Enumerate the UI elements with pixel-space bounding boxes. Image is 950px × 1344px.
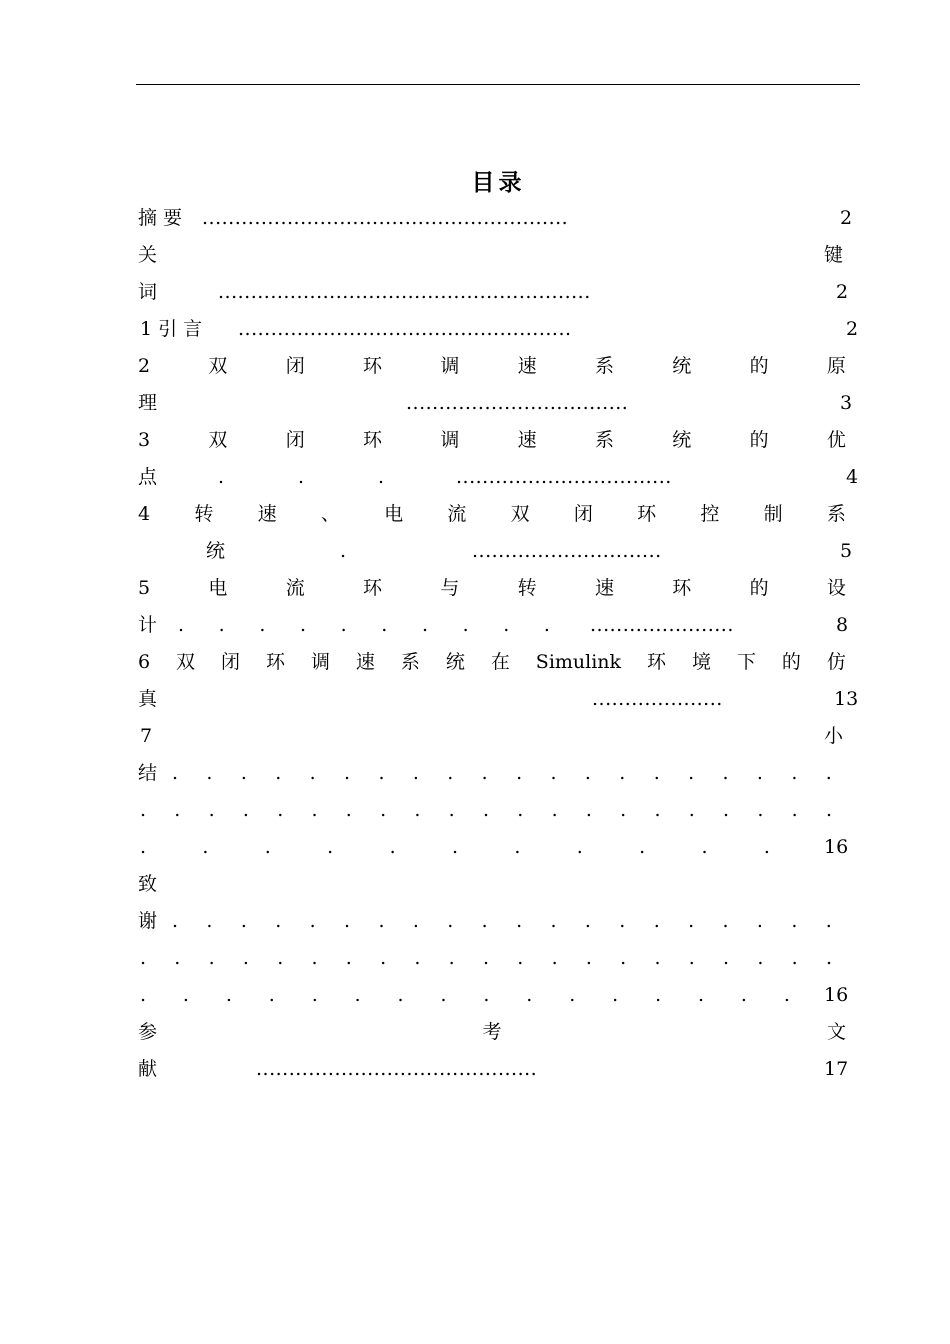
toc-entry-title-spread <box>138 644 846 681</box>
toc-page-number: 16 <box>824 984 849 1006</box>
toc-char: 双 <box>176 651 196 673</box>
toc-leader-dots: ............................. <box>472 540 662 562</box>
toc-char: 闭 <box>221 651 241 673</box>
toc-spaced-dot: . <box>298 466 305 488</box>
toc-entry-references[interactable] <box>138 1014 858 1051</box>
toc-entry-section-3[interactable] <box>138 422 858 459</box>
toc-entry-acknowledgements-dots <box>138 940 858 977</box>
toc-entry-title-spread <box>138 348 846 385</box>
toc-char: 的 <box>781 651 801 673</box>
toc-char: 速 <box>517 355 537 377</box>
toc-entry-title-part: 统 <box>206 540 226 562</box>
toc-char: Simulink <box>535 651 622 673</box>
toc-spaced-dots: . . . . . . . . . . . . . . . . . . . . . <box>140 947 832 969</box>
toc-entry-title-part: 小 <box>824 725 844 747</box>
toc-char: 5 <box>138 577 151 599</box>
toc-page-number: 4 <box>846 466 859 488</box>
toc-spaced-dot: . <box>218 466 225 488</box>
toc-char: 闭 <box>285 429 305 451</box>
toc-page-number: 13 <box>834 688 859 710</box>
toc-char: 统 <box>672 429 692 451</box>
toc-page-number: 17 <box>824 1058 849 1080</box>
toc-char: 速 <box>257 503 277 525</box>
toc-char: 仿 <box>826 651 846 673</box>
toc-entry-section-2[interactable] <box>138 348 858 385</box>
toc-entry-title-part: 关 <box>138 244 158 266</box>
header-rule <box>136 84 860 85</box>
toc-entry-section-7-page[interactable] <box>138 829 858 866</box>
page-title: 目录 <box>471 170 526 196</box>
toc-page-number: 16 <box>824 836 849 858</box>
toc-entry-acknowledgements-cont[interactable] <box>138 903 858 940</box>
toc-char: 闭 <box>285 355 305 377</box>
toc-char: 系 <box>826 503 846 525</box>
toc-page-number: 2 <box>840 207 853 229</box>
toc-char: 设 <box>826 577 846 599</box>
toc-char: 转 <box>194 503 214 525</box>
toc-char: 速 <box>355 651 375 673</box>
toc-entry-title-part: 真 <box>138 688 158 710</box>
toc-char: 控 <box>700 503 720 525</box>
toc-entry-title-part: 致 <box>138 873 158 895</box>
toc-leader-dots: ........................................................ <box>202 207 569 229</box>
toc-entry-section-7-cont[interactable] <box>138 755 858 792</box>
toc-entry-title-spread <box>138 496 846 533</box>
toc-entry-title-part: 点 <box>138 466 158 488</box>
toc-leader-dots: ...................... <box>590 614 734 636</box>
toc-entry-introduction[interactable] <box>138 311 858 348</box>
toc-leader-dots: ........................................... <box>256 1058 538 1080</box>
toc-char: 闭 <box>573 503 593 525</box>
toc-entry-acknowledgements[interactable] <box>138 866 858 903</box>
toc-entry-section-2-cont[interactable] <box>138 385 858 422</box>
toc-char: 3 <box>138 429 151 451</box>
toc-page-number: 2 <box>836 281 849 303</box>
toc-char: 在 <box>490 651 510 673</box>
toc-char: 考 <box>482 1021 502 1043</box>
toc-char: 优 <box>826 429 846 451</box>
toc-char: 转 <box>517 577 537 599</box>
table-of-contents <box>138 200 858 1088</box>
toc-char: 2 <box>138 355 151 377</box>
toc-char: 速 <box>594 577 614 599</box>
toc-spaced-dot: . <box>340 540 347 562</box>
toc-entry-title-part: 7 <box>140 725 153 747</box>
toc-char: 环 <box>647 651 667 673</box>
toc-entry-title-part: 结 <box>138 762 158 784</box>
toc-page-number: 5 <box>840 540 853 562</box>
toc-char: 流 <box>447 503 467 525</box>
toc-spaced-dots: . . . . . . . . . . . . . . . . . . . . . <box>140 799 832 821</box>
toc-page-number: 8 <box>836 614 849 636</box>
toc-page-number: 3 <box>840 392 853 414</box>
toc-page-number: 2 <box>846 318 859 340</box>
toc-entry-section-3-cont[interactable] <box>138 459 858 496</box>
toc-entry-title-part: 献 <box>138 1058 158 1080</box>
toc-char: 原 <box>826 355 846 377</box>
toc-entry-section-4[interactable] <box>138 496 858 533</box>
toc-char: 调 <box>310 651 330 673</box>
toc-char: 环 <box>363 429 383 451</box>
toc-char: 环 <box>637 503 657 525</box>
toc-entry-section-6-cont[interactable] <box>138 681 858 718</box>
toc-char: 制 <box>763 503 783 525</box>
toc-leader-dots: .................................. <box>406 392 629 414</box>
toc-spaced-dot: . <box>378 466 385 488</box>
toc-entry-section-7[interactable] <box>138 718 858 755</box>
toc-leader-dots: ................................................... <box>238 318 572 340</box>
toc-entry-title-spread <box>138 570 846 607</box>
toc-entry-section-5-cont[interactable] <box>138 607 858 644</box>
toc-entry-title-part: 键 <box>824 244 844 266</box>
toc-char: 双 <box>208 429 228 451</box>
toc-char: 系 <box>400 651 420 673</box>
toc-char: 境 <box>691 651 711 673</box>
toc-leader-dots: ......................................................... <box>218 281 591 303</box>
toc-leader-dots: .................... <box>592 688 723 710</box>
toc-char: 调 <box>440 429 460 451</box>
toc-char: 环 <box>363 577 383 599</box>
toc-spaced-dots: . . . . . . . . . . . . . . . . <box>140 984 790 1006</box>
toc-entry-title-part: 理 <box>138 392 158 414</box>
toc-spaced-dots: . . . . . . . . . . . . . . . . . . . . <box>172 762 832 784</box>
toc-entry-section-4-cont[interactable] <box>138 533 858 570</box>
toc-entry-section-5[interactable] <box>138 570 858 607</box>
toc-char: 统 <box>672 355 692 377</box>
toc-char: 、 <box>320 503 340 525</box>
toc-char: 文 <box>826 1021 846 1043</box>
toc-entry-title: 1 引 言 <box>140 318 203 340</box>
toc-entry-title-spread <box>138 422 846 459</box>
toc-leader-dots: ................................. <box>456 466 672 488</box>
toc-char: 的 <box>749 355 769 377</box>
toc-char: 环 <box>672 577 692 599</box>
toc-spaced-dots: . . . . . . . . . . . <box>140 836 770 858</box>
toc-entry-title-spread <box>138 1014 846 1051</box>
toc-entry-title-part: 谢 <box>138 910 158 932</box>
toc-entry-keywords[interactable] <box>138 237 858 274</box>
toc-char: 双 <box>510 503 530 525</box>
toc-char: 的 <box>749 429 769 451</box>
toc-entry-section-7-dots <box>138 792 858 829</box>
toc-entry-references-cont[interactable] <box>138 1051 858 1088</box>
toc-char: 环 <box>265 651 285 673</box>
toc-char: 与 <box>440 577 460 599</box>
toc-char: 电 <box>208 577 228 599</box>
toc-char: 流 <box>285 577 305 599</box>
toc-char: 系 <box>594 355 614 377</box>
toc-char: 环 <box>363 355 383 377</box>
toc-char: 统 <box>445 651 465 673</box>
toc-entry-title-part: 计 <box>138 614 158 636</box>
toc-entry-keywords-cont[interactable] <box>138 274 858 311</box>
toc-char: 下 <box>736 651 756 673</box>
toc-char: 双 <box>208 355 228 377</box>
toc-spaced-dots: . . . . . . . . . . . . . . . . . . . . <box>172 910 832 932</box>
toc-char: 系 <box>594 429 614 451</box>
toc-char: 调 <box>440 355 460 377</box>
toc-entry-title-part: 词 <box>138 281 158 303</box>
toc-char: 电 <box>384 503 404 525</box>
toc-char: 参 <box>138 1021 158 1043</box>
toc-char: 速 <box>517 429 537 451</box>
toc-entry-acknowledgements-page[interactable] <box>138 977 858 1014</box>
toc-entry-section-6[interactable] <box>138 644 858 681</box>
toc-entry-title: 摘 要 <box>138 207 183 229</box>
toc-entry-abstract[interactable] <box>138 200 858 237</box>
toc-spaced-dots: . . . . . . . . . . <box>178 614 550 636</box>
toc-char: 6 <box>138 651 151 673</box>
toc-char: 的 <box>749 577 769 599</box>
toc-char: 4 <box>138 503 151 525</box>
